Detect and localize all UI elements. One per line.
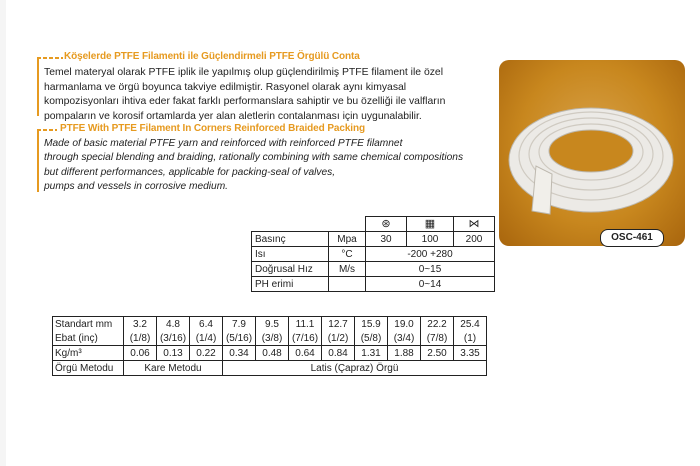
spec-row: [252, 247, 495, 262]
product-code-badge: OSC-461: [600, 229, 664, 247]
description-turkish-line: kompozisyonları ihtiva eder fakat farklı performanslara sahiptir ve bu özelliği ile valfların: [44, 96, 446, 107]
title-en-marker: [37, 129, 57, 131]
spec-label: Basınç: [252, 232, 329, 247]
size-mm-row: [53, 317, 487, 332]
method-lattice: Latis (Çapraz) Örgü: [223, 361, 487, 376]
description-turkish-line: harmanlama ve örgü boyunca takviye edilmiştir. Rasyonel olarak aynı kimyasal: [44, 81, 407, 93]
size-mm-cell: 15.9: [355, 317, 388, 332]
description-english-line: Made of basic material PTFE yarn and reinforced with reinforced PTFE filamnet: [44, 138, 403, 149]
size-weight-cell: 0.22: [190, 346, 223, 361]
size-weight-row: [53, 346, 487, 361]
packing-coil-image: [506, 96, 676, 224]
size-inch-cell: (7/16): [289, 331, 322, 346]
size-mm-cell: 9.5: [256, 317, 289, 332]
size-mm-cell: 19.0: [388, 317, 421, 332]
title-tr-bracket: [37, 58, 39, 116]
size-mm-cell: 11.1: [289, 317, 322, 332]
size-weight-cell: 2.50: [421, 346, 454, 361]
spec-row: [252, 232, 495, 247]
size-weight-cell: 0.48: [256, 346, 289, 361]
size-inch-cell: (5/8): [355, 331, 388, 346]
spec-value: 30: [366, 232, 407, 247]
size-mm-cell: 25.4: [454, 317, 487, 332]
size-inch-cell: (3/8): [256, 331, 289, 346]
size-weight-cell: 0.13: [157, 346, 190, 361]
description-turkish-line: pompaların ve korosif ortamlarda yer alan aletlerin contalanması için uygunalabilir.: [44, 110, 422, 122]
size-inch-cell: (5/16): [223, 331, 256, 346]
size-mm-cell: 6.4: [190, 317, 223, 332]
description-turkish-line: Temel materyal olarak PTFE iplik ile yapılmış olup güçlendirilmiş PTFE filament ile özel: [44, 67, 444, 78]
spec-value: 0~14: [366, 277, 495, 292]
rotary-pump-icon: ⊛: [381, 218, 391, 230]
description-turkish: [44, 66, 484, 124]
size-inch-cell: (3/4): [388, 331, 421, 346]
size-inch-cell: (1/2): [322, 331, 355, 346]
spec-value: -200 +280: [366, 247, 495, 262]
spec-value: 200: [454, 232, 495, 247]
size-mm-cell: 3.2: [124, 317, 157, 332]
spec-value: 100: [407, 232, 454, 247]
spec-unit: Mpa: [329, 232, 366, 247]
spec-label: Doğrusal Hız: [252, 262, 329, 277]
size-inch-cell: (1): [454, 331, 487, 346]
valve-icon: ⋈: [468, 218, 480, 230]
spec-unit: °C: [329, 247, 366, 262]
spec-unit: M/s: [329, 262, 366, 277]
size-inch-cell: (1/8): [124, 331, 157, 346]
spec-label: Isı: [252, 247, 329, 262]
size-mm-cell: 7.9: [223, 317, 256, 332]
title-english: PTFE With PTFE Filament In Corners Reinforced Braided Packing: [60, 123, 365, 134]
description-english-line: but different performances, applicable for packing-seal of valves,: [44, 166, 336, 178]
spec-table: [251, 216, 495, 292]
size-mm-cell: 4.8: [157, 317, 190, 332]
spec-value: 0~15: [366, 262, 495, 277]
title-tr-marker: [37, 57, 63, 59]
size-weight-cell: 1.31: [355, 346, 388, 361]
size-row-label: Ebat (inç): [53, 331, 124, 346]
spec-header-row: [252, 217, 495, 232]
size-mm-cell: 22.2: [421, 317, 454, 332]
size-mm-cell: 12.7: [322, 317, 355, 332]
size-row-label: Standart mm: [53, 317, 124, 332]
size-weight-cell: 0.34: [223, 346, 256, 361]
method-square: Kare Metodu: [124, 361, 223, 376]
size-method-row: [53, 361, 487, 376]
spec-row: [252, 277, 495, 292]
description-english-line: through special blending and braiding, rationally combining with same chemical compositions: [44, 152, 464, 164]
size-row-label: Kg/m³: [53, 346, 124, 361]
description-english-line: pumps and vessels in corrosive medium.: [44, 181, 229, 193]
size-inch-cell: (3/16): [157, 331, 190, 346]
spec-label: PH erimi: [252, 277, 329, 292]
size-weight-cell: 0.64: [289, 346, 322, 361]
title-en-bracket: [37, 130, 39, 192]
size-weight-cell: 3.35: [454, 346, 487, 361]
size-inch-cell: (7/8): [421, 331, 454, 346]
spec-unit: [329, 277, 366, 292]
spec-row: [252, 262, 495, 277]
size-inch-cell: (1/4): [190, 331, 223, 346]
title-turkish: Köşelerde PTFE Filamenti ile Güçlendirmeli PTFE Örgülü Conta: [64, 51, 360, 62]
size-weight-cell: 0.84: [322, 346, 355, 361]
size-table: [52, 316, 487, 376]
description-english: [44, 137, 484, 195]
reciprocating-pump-icon: ▦: [424, 218, 436, 230]
size-row-label: Örgü Metodu: [53, 361, 124, 376]
size-inch-row: [53, 331, 487, 346]
size-weight-cell: 0.06: [124, 346, 157, 361]
size-weight-cell: 1.88: [388, 346, 421, 361]
